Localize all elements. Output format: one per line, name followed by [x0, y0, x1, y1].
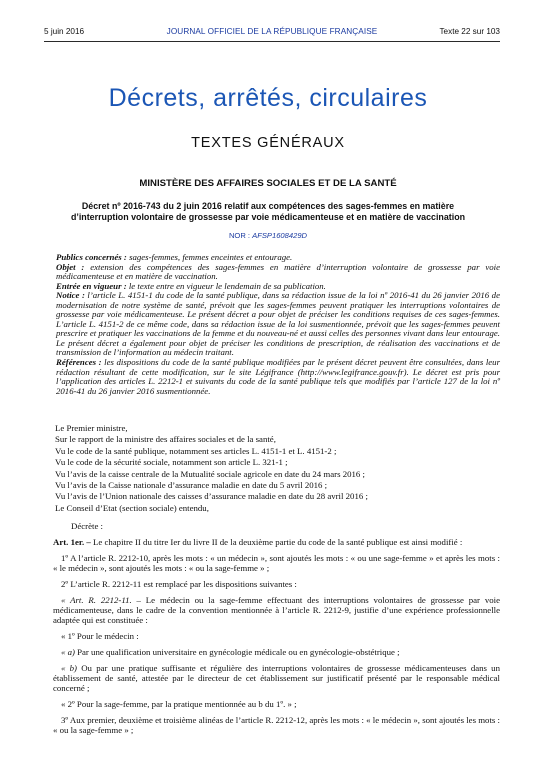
notice-text: l’article L. 4151-1 du code de la santé publique, dans sa rédaction issue de la loi nº 2016-41 du 26 janvier 2016 de modernisation de notre système de santé, prévoit que les sages-femmes peuvent pratiquer les interruptions volontaires de grossesse par voie médicamenteuse. Le présent décret a pour objet de préciser les conditions requises de ces sages-femmes. L’article L. 4151-2 de ce même code, dans sa rédaction issue de la loi susmentionnée, prévoit que les sages-femmes peuvent prescrire et pratiquer les vaccinations de la femme et du nouveau-né et aussi celles des personnes vivant dans leur entourage. Le présent décret a également pour objet de préciser les conditions de prescription, de réalisation des vaccinations et de transmission de l’information au médecin traitant. [56, 290, 500, 358]
references-label: Références : [56, 357, 105, 368]
page-header [44, 27, 500, 41]
notice-label: Notice : [56, 290, 88, 301]
header-journal-name: JOURNAL OFFICIEL DE LA RÉPUBLIQUE FRANÇAISE [166, 27, 378, 36]
decree-body [53, 423, 500, 735]
article-r2212-11-text: Le médecin ou la sage-femme effectuant des interruptions volontaires de grossesse par voie médicamenteuse, dans le cadre de la convention mentionnée à l’article R. 2212-9, justifie d’une expérience professionnelle adaptée qui est constituée : [53, 594, 500, 625]
vu-line: Vu l’avis de la Caisse nationale d’assurance maladie en date du 5 avril 2016 ; [55, 479, 328, 490]
section-subtitle: TEXTES GÉNÉRAUX [191, 135, 345, 151]
article-1-label: Art. 1er. – [53, 536, 91, 547]
item-b [53, 663, 500, 693]
premier-ministre: Le Premier ministre, [55, 423, 128, 433]
header-date: 5 juin 2016 [44, 27, 85, 36]
objet-text: extension des compétences des sages-femmes en matière d’interruption volontaire de grossesse par voie médicamenteuse et en matière de vaccination. [56, 261, 500, 282]
item-a-label: « a) [61, 646, 75, 657]
decree-notice [56, 253, 500, 396]
vu-line: Vu le code de la santé publique, notamment ses articles L. 4151-1 et L. 4151-2 ; [55, 445, 337, 456]
item-1: 1º A l’article R. 2212-10, après les mots : « un médecin », sont ajoutés les mots : « ou une sage-femme » et après les mots : « le médecin », sont ajoutés les mots : « ou la sage-femme » ; [53, 552, 500, 573]
references-paragraph [56, 358, 500, 396]
entree-text: le texte entre en vigueur le lendemain de sa publication. [128, 280, 326, 291]
ministry-heading: MINISTÈRE DES AFFAIRES SOCIALES ET DE LA SANTÉ [139, 178, 397, 189]
article-r2212-11 [53, 595, 500, 625]
objet [56, 263, 500, 282]
item-medecin: « 1º Pour le médecin : [61, 630, 139, 641]
article-r2212-11-label: « Art. R. 2212-11. – [61, 594, 141, 605]
nor-value: AFSP1608429D [252, 231, 308, 240]
nor-reference [0, 231, 536, 240]
decree-title [52, 201, 484, 223]
rapport-line: Sur le rapport de la ministre des affaires sociales et de la santé, [55, 434, 276, 445]
publics-label: Publics concernés : [56, 252, 130, 262]
objet-label: Objet : [56, 261, 91, 272]
vu-line: Vu l’avis de l’Union nationale des caisses d’assurance maladie en date du 28 avril 2016 ; [55, 491, 368, 502]
item-2: 2º L’article R. 2212-11 est remplacé par les dispositions suivantes : [61, 578, 297, 589]
entree-label: Entrée en vigueur : [56, 280, 129, 291]
item-b-text: Ou par une pratique suffisante et régulière des interruptions volontaires de grossesse médicamenteuses dans un établissement de santé, attestée par le directeur de cet établissement sur justificatif présenté par le responsable médical concerné ; [53, 662, 500, 693]
section-title: Décrets, arrêtés, circulaires [108, 84, 428, 112]
nor-label: NOR : [228, 231, 253, 240]
decrete-line: Décrète : [71, 520, 103, 531]
item-a [53, 647, 500, 657]
decree-title-line-1: Décret nº 2016-743 du 2 juin 2016 relatif aux compétences des sages-femmes en matière [81, 201, 455, 211]
item-3: 3º Aux premier, deuxième et troisième alinéas de l’article R. 2212-12, après les mots : « le médecin », sont ajoutés les mots : « ou la sage-femme » ; [53, 714, 500, 735]
item-b-label: « b) [61, 662, 77, 673]
article-1-text: Le chapitre II du titre Ier du livre II de la deuxième partie du code de la santé publique est ainsi modifié : [90, 536, 463, 547]
article-1 [53, 537, 500, 547]
item-sage-femme: « 2º Pour la sage-femme, par la pratique mentionnée au b du 1º. » ; [61, 698, 297, 709]
references-text: les dispositions du code de la santé publique modifiées par le présent décret peuvent être consultées, dans leur rédaction résultant de cette modification, sur le site Légifrance (http://www.legifrance.gouv.fr). Le décret est pris pour l’application des articles L. 2212-1 et suivants du code de la santé publique tels que modifiés par l’article 127 de la loi nº 2016-41 du 26 janvier 2016 susmentionnée. [56, 357, 500, 396]
vu-line: Vu l’avis de la caisse centrale de la Mutualité sociale agricole en date du 24 mars 2016 ; [55, 468, 365, 479]
header-rule [44, 41, 500, 42]
decree-title-line-2: d’interruption volontaire de grossesse par voie médicamenteuse et en matière de vaccination [70, 212, 466, 222]
item-a-text: Par une qualification universitaire en gynécologie médicale ou en gynécologie-obstétrique ; [74, 646, 400, 657]
vu-line: Vu le code de la sécurité sociale, notamment son article L. 321-1 ; [55, 457, 288, 468]
conseil-line: Le Conseil d’Etat (section sociale) entendu, [55, 502, 209, 513]
header-texte-count: Texte 22 sur 103 [439, 27, 500, 36]
publics-text: sages-femmes, femmes enceintes et entourage. [129, 252, 293, 262]
notice-paragraph [56, 291, 500, 358]
